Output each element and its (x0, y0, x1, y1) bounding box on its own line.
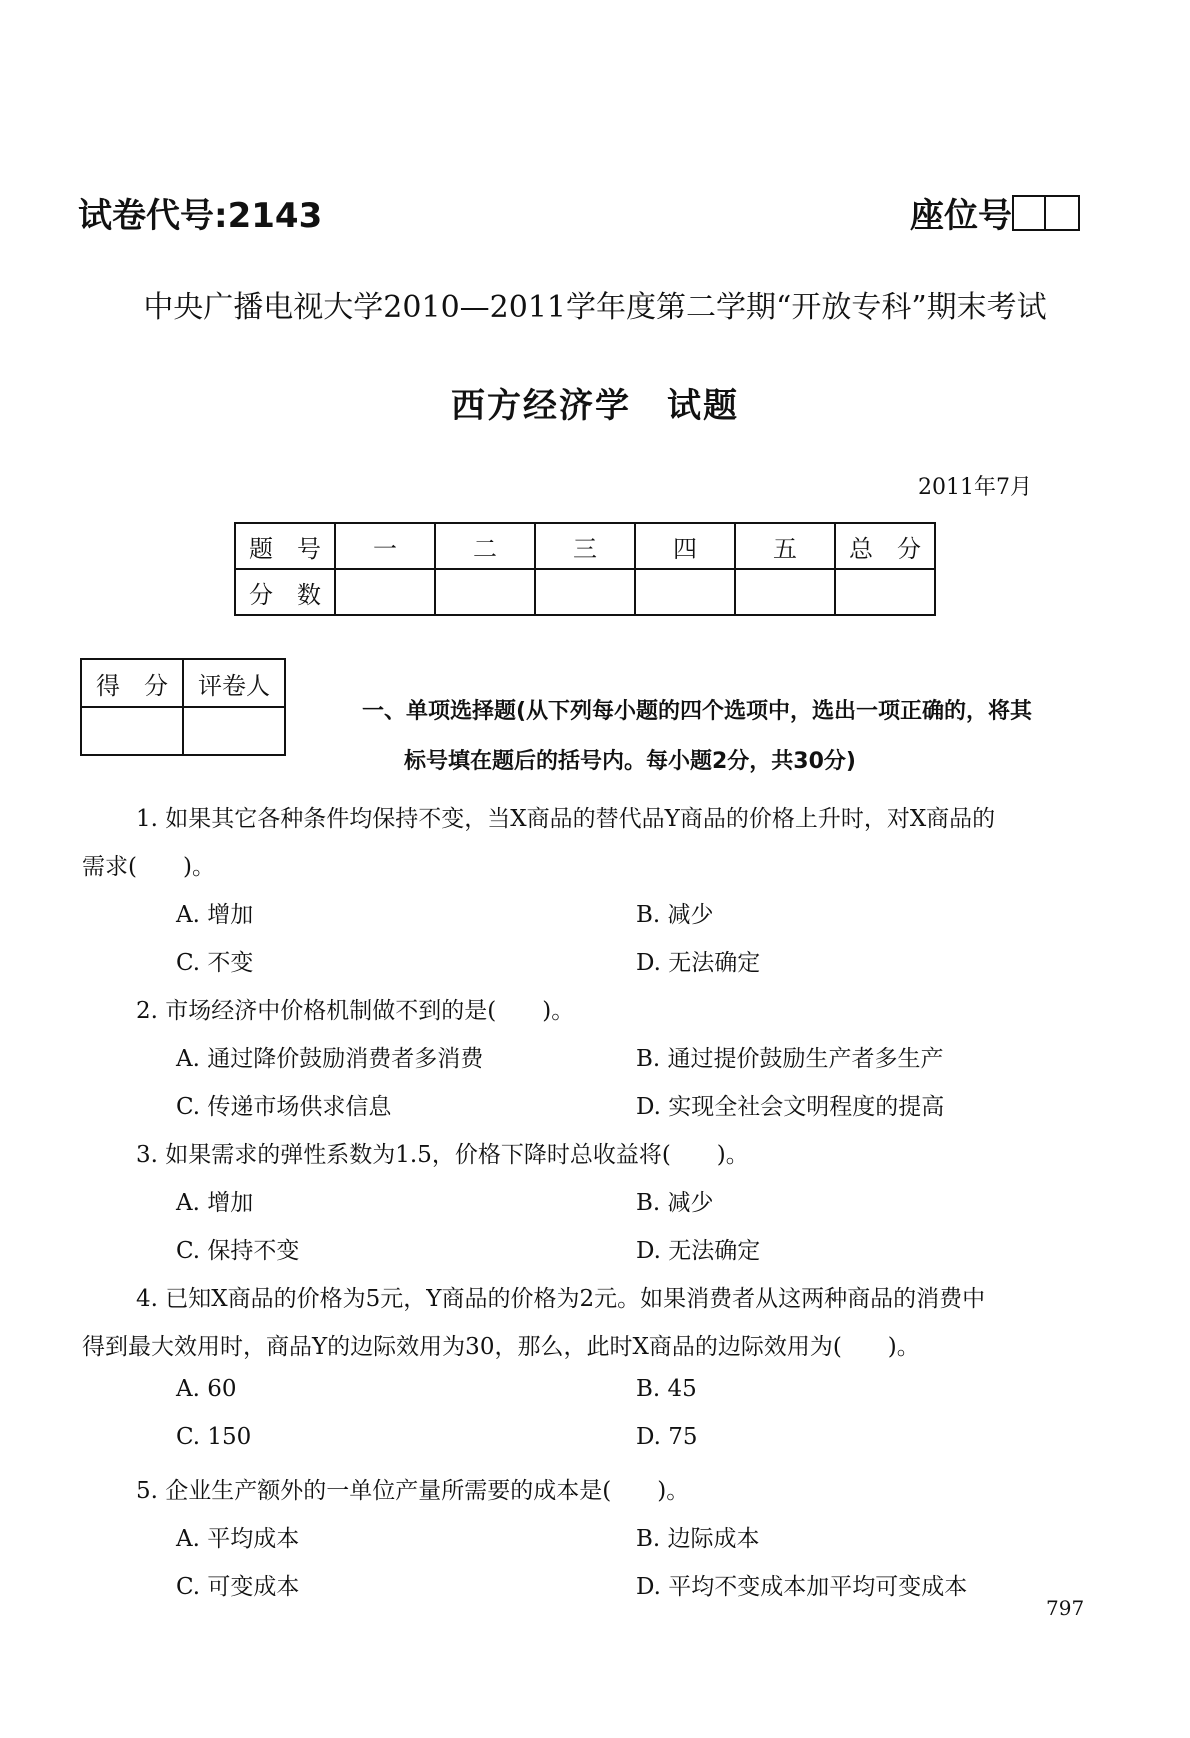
question-4-line1: 4. 已知X商品的价格为5元，Y商品的价格为2元。如果消费者从这两种商品的消费中 (136, 1286, 986, 1312)
question-5-option-c[interactable]: C. 可变成本 (176, 1574, 300, 1600)
question-5-line1: 5. 企业生产额外的一单位产量所需要的成本是( )。 (136, 1478, 690, 1504)
question-5-option-a[interactable]: A. 平均成本 (176, 1526, 300, 1552)
score-table-cell: 五 (735, 523, 835, 569)
question-3-option-a[interactable]: A. 增加 (176, 1190, 254, 1216)
seat-number (910, 188, 1080, 237)
score-table-score-row (235, 569, 935, 615)
seat-box (1012, 195, 1046, 231)
score-table-header-row (235, 523, 935, 569)
question-2-option-a[interactable]: A. 通过降价鼓励消费者多消费 (176, 1046, 484, 1072)
score-entry-cell[interactable] (535, 569, 635, 615)
question-2-option-c[interactable]: C. 传递市场供求信息 (176, 1094, 392, 1120)
seat-box (1046, 195, 1080, 231)
grader-label: 评卷人 (183, 659, 285, 707)
question-2-option-d[interactable]: D. 实现全社会文明程度的提高 (636, 1094, 945, 1120)
score-entry-cell[interactable] (735, 569, 835, 615)
question-3-option-b[interactable]: B. 减少 (636, 1190, 714, 1216)
question-4-option-b[interactable]: B. 45 (636, 1376, 697, 1402)
question-4-option-a[interactable]: A. 60 (176, 1376, 237, 1402)
score-entry-cell[interactable] (435, 569, 535, 615)
score-entry-cell[interactable] (835, 569, 935, 615)
paper-code: 试卷代号:2143 (78, 196, 323, 236)
question-1-line2: 需求( )。 (82, 854, 215, 880)
question-2-option-b[interactable]: B. 通过提价鼓励生产者多生产 (636, 1046, 944, 1072)
question-3-option-c[interactable]: C. 保持不变 (176, 1238, 300, 1264)
grader-score-cell[interactable] (81, 707, 183, 755)
score-table-cell: 二 (435, 523, 535, 569)
question-4-option-c[interactable]: C. 150 (176, 1424, 252, 1450)
grader-table-header-row (81, 659, 285, 707)
subject-title: 西方经济学 试题 (451, 386, 739, 426)
question-3-option-d[interactable]: D. 无法确定 (636, 1238, 761, 1264)
page-number: 797 (1046, 1596, 1085, 1620)
score-table-cell: 分 数 (235, 569, 335, 615)
score-entry-cell[interactable] (335, 569, 435, 615)
seat-label: 座位号 (910, 196, 1012, 236)
grader-table-entry-row (81, 707, 285, 755)
exam-title: 中央广播电视大学2010—2011学年度第二学期“开放专科”期末考试 (143, 290, 1047, 325)
score-table-cell: 题 号 (235, 523, 335, 569)
question-1-option-d[interactable]: D. 无法确定 (636, 950, 761, 976)
question-3-line1: 3. 如果需求的弹性系数为1.5，价格下降时总收益将( )。 (136, 1142, 749, 1168)
question-4-line2: 得到最大效用时，商品Y的边际效用为30，那么，此时X商品的边际效用为( )。 (82, 1334, 920, 1360)
grader-name-cell[interactable] (183, 707, 285, 755)
question-4-option-d[interactable]: D. 75 (636, 1424, 698, 1450)
grader-score-label: 得 分 (81, 659, 183, 707)
question-1-option-c[interactable]: C. 不变 (176, 950, 254, 976)
score-table (234, 522, 936, 616)
score-table-cell: 总 分 (835, 523, 935, 569)
question-1-option-a[interactable]: A. 增加 (176, 902, 254, 928)
question-1-line1: 1. 如果其它各种条件均保持不变，当X商品的替代品Y商品的价格上升时，对X商品的 (136, 806, 996, 832)
question-2-line1: 2. 市场经济中价格机制做不到的是( )。 (136, 998, 575, 1024)
score-table-cell: 四 (635, 523, 735, 569)
section-instruction-line2: 标号填在题后的括号内。每小题2分，共30分) (404, 749, 856, 774)
score-table-cell: 一 (335, 523, 435, 569)
grader-table (80, 658, 286, 756)
section-instruction-line1: 一、单项选择题(从下列每小题的四个选项中，选出一项正确的，将其 (362, 699, 1033, 724)
score-entry-cell[interactable] (635, 569, 735, 615)
score-table-cell: 三 (535, 523, 635, 569)
question-5-option-d[interactable]: D. 平均不变成本加平均可变成本 (636, 1574, 968, 1600)
question-5-option-b[interactable]: B. 边际成本 (636, 1526, 760, 1552)
exam-date: 2011年7月 (918, 475, 1032, 500)
question-1-option-b[interactable]: B. 减少 (636, 902, 714, 928)
